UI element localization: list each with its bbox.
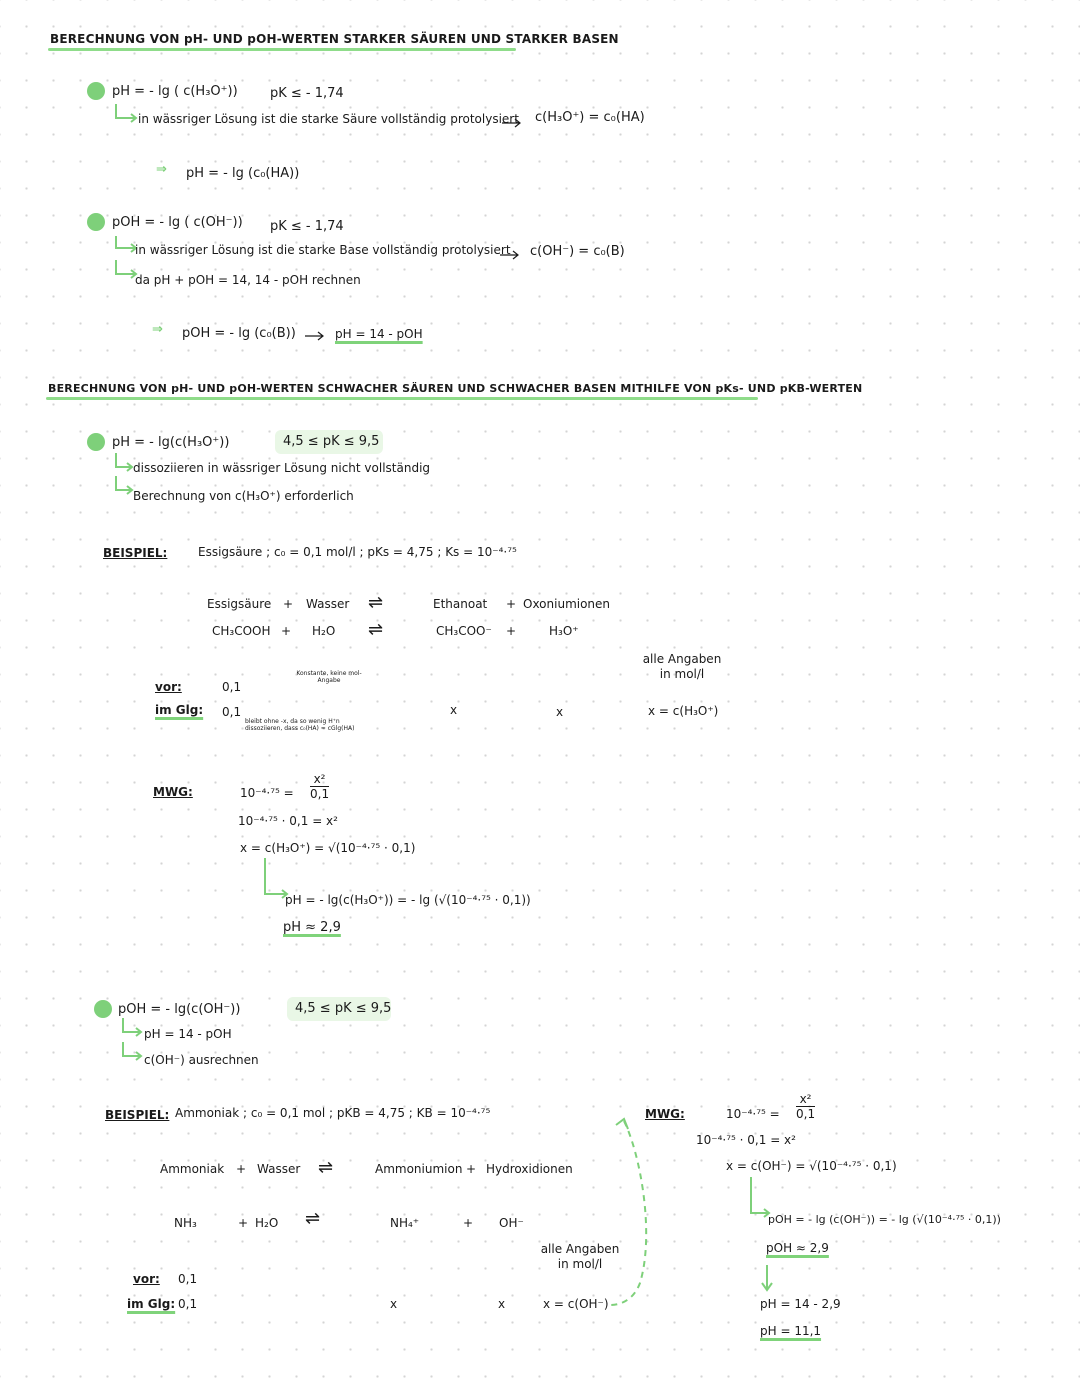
poh-result-strong-base: pOH = - lg (c₀(B)): [182, 326, 296, 341]
poh-calculation: pOH = - lg (c(OH⁻)) = - lg (√(10⁻⁴·⁷⁵ · 0,1)): [768, 1213, 1001, 1226]
equilibrium-conc: 0,1: [178, 1297, 198, 1311]
title-underline: [48, 48, 516, 51]
reactant-name-1: Ammoniak: [160, 1162, 225, 1176]
plus-sign: +: [466, 1162, 477, 1176]
pk-range: pK ≤ - 1,74: [270, 86, 344, 101]
ph-result-strong-acid: pH = - lg (c₀(HA)): [186, 166, 300, 181]
fraction-denominator: 0,1: [796, 1107, 816, 1121]
mwg-eq-3: x = c(H₃O⁺) = √(10⁻⁴·⁷⁵ · 0,1): [240, 841, 416, 855]
bullet-dot: [87, 433, 105, 451]
reactant-formula-2: H₂O: [255, 1216, 279, 1230]
bullet-dot: [87, 213, 105, 231]
x-definition: x = c(OH⁻): [543, 1297, 609, 1311]
x-value: x: [390, 1297, 398, 1311]
ph-result: pH = 11,1: [760, 1324, 822, 1338]
fraction-numerator: x²: [313, 772, 326, 786]
example-given-values: Ammoniak ; c₀ = 0,1 mol ; pKB = 4,75 ; KB = 10⁻⁴·⁷⁵: [175, 1106, 491, 1120]
initial-conc: 0,1: [178, 1272, 198, 1286]
plus-sign: +: [281, 624, 292, 638]
plus-sign: +: [238, 1216, 249, 1230]
pk-range: pK ≤ - 1,74: [270, 219, 344, 234]
product-name-2: Hydroxidionen: [486, 1162, 573, 1176]
product-name-2: Oxoniumionen: [523, 597, 611, 611]
example-label: BEISPIEL:: [105, 1108, 170, 1122]
product-name-1: Ethanoat: [433, 597, 488, 611]
units-note: alle Angaben in mol/l: [540, 1242, 620, 1271]
mwg-label: MWG:: [645, 1107, 685, 1121]
equilibrium-arrow-icon: ⇌: [368, 619, 384, 640]
plus-sign: +: [506, 624, 517, 638]
mwg-eq-2: 10⁻⁴·⁷⁵ · 0,1 = x²: [238, 814, 338, 828]
approximation-note: bleibt ohne -x, da so wenig H⁺n dissoziieren, dass c₀(HA) ≈ cGlg(HA): [245, 718, 355, 732]
formula-poh-weak: pOH = - lg(c(OH⁻)): [118, 1002, 241, 1017]
row-label-equilibrium: im Glg:: [127, 1297, 176, 1311]
note-base-protolysis: in wässriger Lösung ist die starke Base vollständig protolysiert: [135, 243, 511, 257]
bullet-dot: [87, 82, 105, 100]
example-label: BEISPIEL:: [103, 546, 168, 560]
x-value: x: [450, 703, 458, 717]
formula-poh: pOH = - lg ( c(OH⁻)): [112, 215, 243, 230]
mwg-label: MWG:: [153, 785, 193, 799]
note-acid-protolysis: in wässriger Lösung ist die starke Säure vollständig protolysiert: [138, 112, 519, 126]
reactant-name-2: Wasser: [257, 1162, 301, 1176]
example-given-values: Essigsäure ; c₀ = 0,1 mol/l ; pKs = 4,75 ; Ks = 10⁻⁴·⁷⁵: [198, 545, 517, 559]
initial-conc: 0,1: [222, 680, 242, 694]
section-title-weak: BERECHNUNG VON pH- UND pOH-WERTEN SCHWACHER SÄUREN UND SCHWACHER BASEN MITHILFE VON pKs- UND pKB-WERTEN: [48, 382, 863, 395]
row-label-equilibrium: im Glg:: [155, 703, 204, 717]
equilibrium-conc: 0,1: [222, 705, 242, 719]
product-formula-1: NH₄⁺: [390, 1216, 420, 1230]
section-title-strong: BERECHNUNG VON pH- UND pOH-WERTEN STARKER SÄUREN UND STARKER BASEN: [50, 32, 619, 46]
mwg-fraction: [310, 772, 329, 801]
x-value: x: [556, 705, 564, 719]
poh-result: pOH ≈ 2,9: [766, 1241, 829, 1255]
mwg-eq-left: 10⁻⁴·⁷⁵ =: [726, 1107, 780, 1121]
ph-calculation: pH = - lg(c(H₃O⁺)) = - lg (√(10⁻⁴·⁷⁵ · 0,1)): [285, 893, 531, 907]
note-incomplete-dissociation: dissoziieren in wässriger Lösung nicht vollständig: [133, 461, 431, 475]
implies-arrow-icon: ⇒: [152, 322, 163, 337]
x-value: x: [498, 1297, 506, 1311]
arrow-right-icon: [500, 250, 522, 260]
plus-sign: +: [463, 1216, 474, 1230]
fraction-numerator: x²: [799, 1092, 812, 1106]
units-note: alle Angaben in mol/l: [642, 652, 722, 681]
mwg-eq-2: 10⁻⁴·⁷⁵ · 0,1 = x²: [696, 1133, 796, 1147]
mwg-eq-left: 10⁻⁴·⁷⁵ =: [240, 786, 294, 800]
reactant-formula-1: NH₃: [174, 1216, 197, 1230]
row-label-before: vor:: [133, 1272, 160, 1286]
formula-ph-weak: pH = - lg(c(H₃O⁺)): [112, 435, 230, 450]
reactant-name-2: Wasser: [306, 597, 350, 611]
plus-sign: +: [506, 597, 517, 611]
pk-range: 4,5 ≤ pK ≤ 9,5: [283, 434, 380, 449]
title-underline: [46, 397, 758, 400]
reactant-formula-1: CH₃COOH: [212, 624, 271, 638]
equilibrium-arrow-icon: ⇌: [318, 1157, 334, 1178]
bullet-dot: [94, 1000, 112, 1018]
product-formula-1: CH₃COO⁻: [436, 624, 492, 638]
note-calc-oh: c(OH⁻) ausrechnen: [144, 1053, 259, 1067]
arrow-right-icon: [305, 331, 327, 341]
note-ph-from-poh: pH = 14 - pOH: [144, 1027, 232, 1041]
plus-sign: +: [283, 597, 294, 611]
product-formula-2: H₃O⁺: [549, 624, 579, 638]
product-name-1: Ammoniumion: [375, 1162, 463, 1176]
ph-calculation: pH = 14 - 2,9: [760, 1297, 841, 1311]
fraction-denominator: 0,1: [310, 787, 330, 801]
row-label-before: vor:: [155, 680, 182, 694]
ph-from-poh: pH = 14 - pOH: [335, 327, 423, 341]
arrow-right-icon: [502, 118, 524, 128]
acid-concentration-result: c(H₃O⁺) = c₀(HA): [535, 110, 645, 125]
implies-arrow-icon: ⇒: [156, 162, 167, 177]
plus-sign: +: [236, 1162, 247, 1176]
dashed-arrow-icon: [600, 1113, 660, 1313]
equilibrium-arrow-icon: ⇌: [368, 592, 384, 613]
formula-ph: pH = - lg ( c(H₃O⁺)): [112, 84, 238, 99]
base-concentration-result: c(OH⁻) = c₀(B): [530, 244, 625, 259]
equilibrium-arrow-icon: ⇌: [305, 1208, 321, 1229]
ph-result: pH ≈ 2,9: [283, 920, 341, 935]
reactant-formula-2: H₂O: [312, 624, 336, 638]
note-calc-required: Berechnung von c(H₃O⁺) erforderlich: [133, 489, 354, 503]
pk-range: 4,5 ≤ pK ≤ 9,5: [295, 1001, 392, 1016]
x-definition: x = c(H₃O⁺): [648, 704, 719, 718]
mwg-fraction: [796, 1092, 815, 1121]
constant-note: Konstante, keine mol-Angabe: [296, 670, 362, 684]
mwg-eq-3: x = c(OH⁻) = √(10⁻⁴·⁷⁵ · 0,1): [726, 1159, 897, 1173]
product-formula-2: OH⁻: [499, 1216, 524, 1230]
arrow-down-icon: [760, 1265, 774, 1295]
reactant-name-1: Essigsäure: [207, 597, 272, 611]
note-ph-poh-sum: da pH + pOH = 14, 14 - pOH rechnen: [135, 273, 361, 287]
